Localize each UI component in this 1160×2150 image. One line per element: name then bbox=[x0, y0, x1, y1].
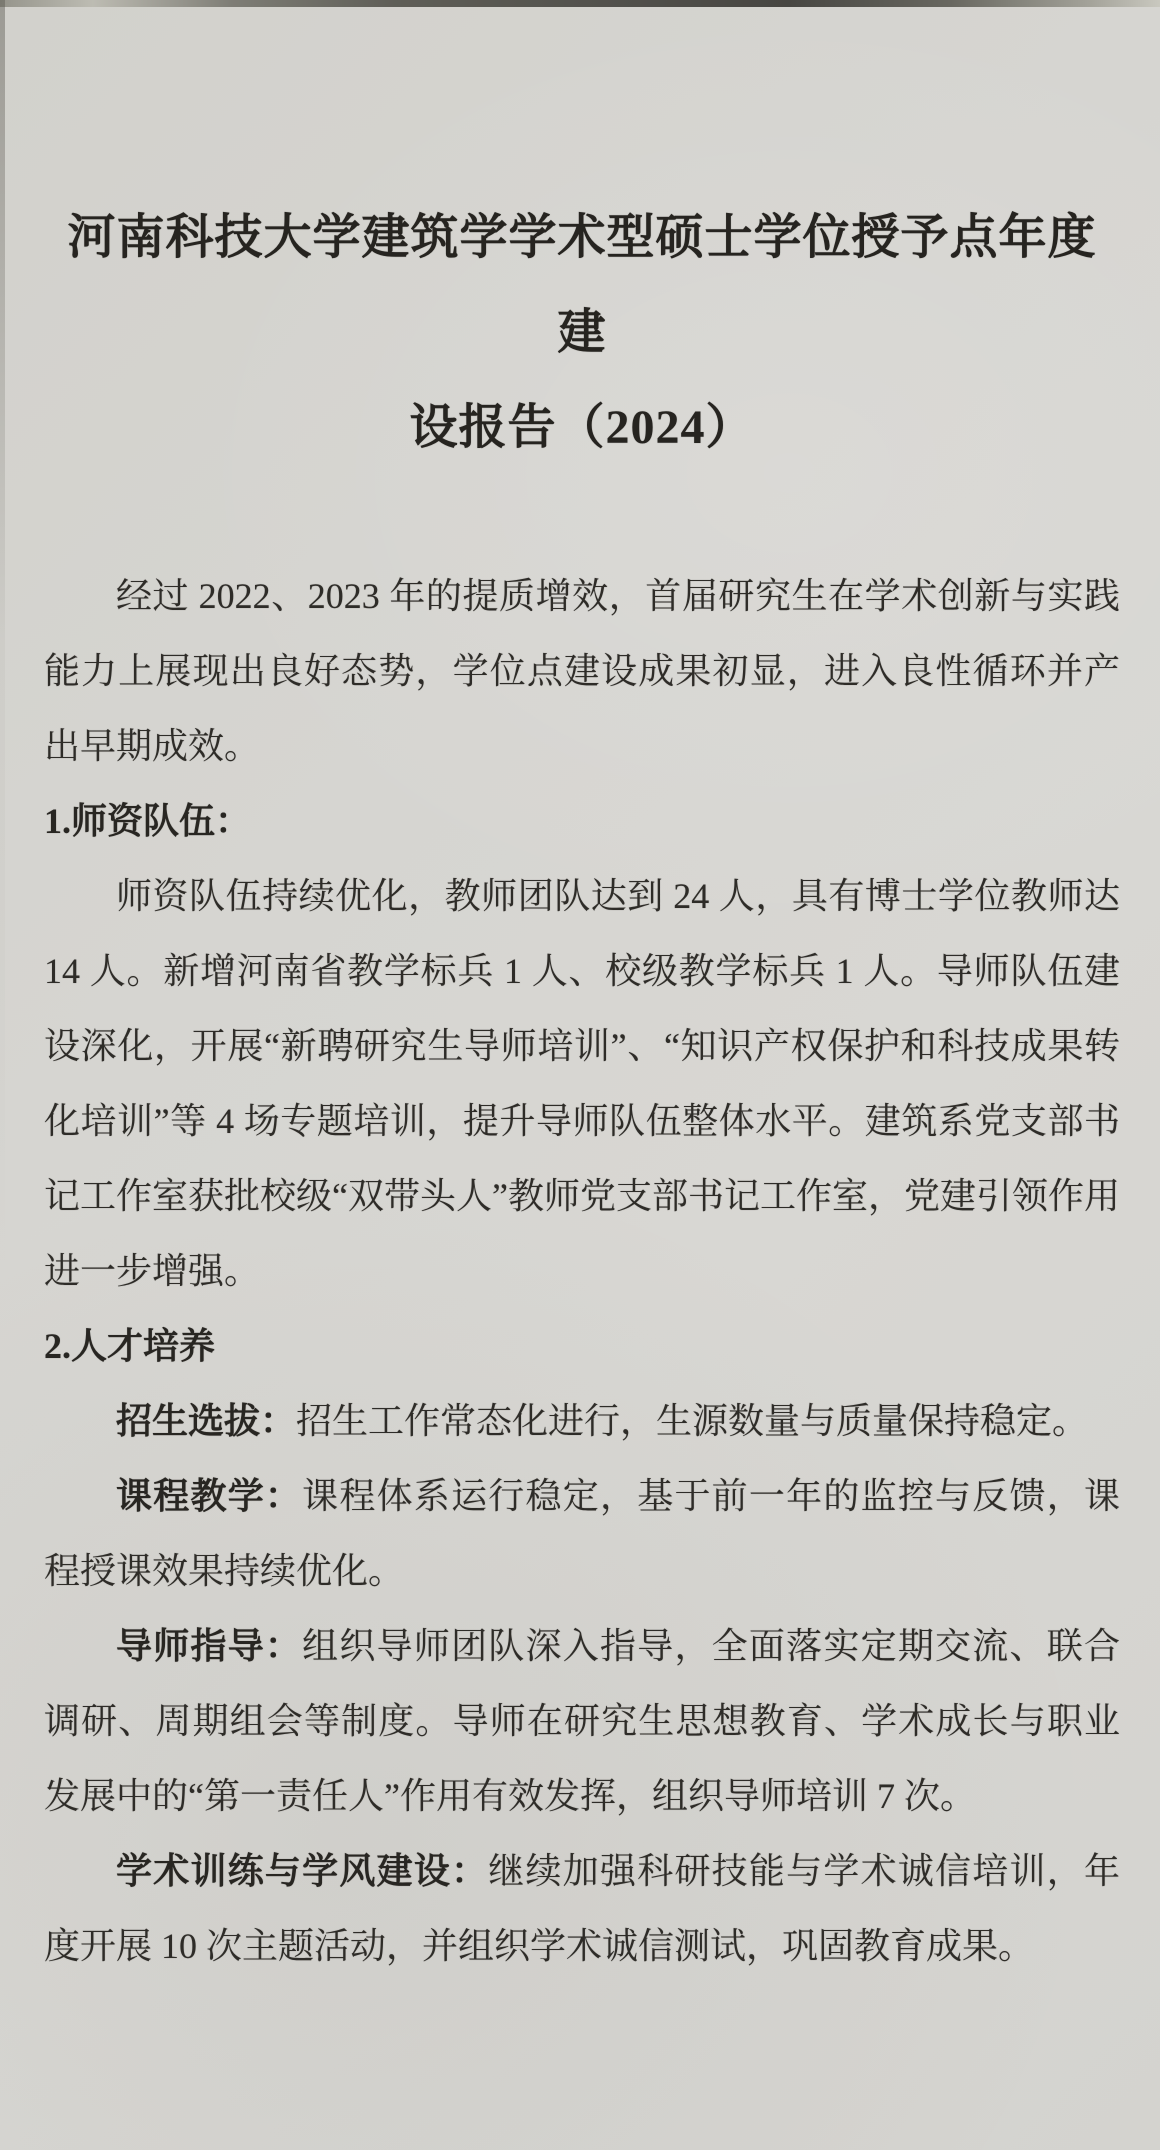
section-1-paragraph: 师资队伍持续优化，教师团队达到 24 人，具有博士学位教师达 14 人。新增河南省教学标兵 1 人、校级教学标兵 1 人。导师队伍建设深化，开展“新聘研究生导师培训”、“知识产权保护和科技成果转化培训”等 4 场专题培训，提升导师队伍整体水平。建筑系党支部书记工作室获批校级“双带头人”教师党支部书记工作室，党建引领作用进一步增强。 bbox=[44, 876, 1120, 1291]
section-2-heading: 2.人才培养 bbox=[44, 1326, 216, 1366]
paragraph-mentoring bbox=[44, 1609, 1120, 1834]
paragraph-teaching-label: 课程教学： bbox=[116, 1476, 303, 1516]
paragraph-teaching-text: 课程体系运行稳定，基于前一年的监控与反馈，课程授课效果持续优化。 bbox=[44, 1476, 1120, 1591]
document-body bbox=[44, 559, 1120, 1984]
paragraph-academic-training-text: 继续加强科研技能与学术诚信培训，年度开展 10 次主题活动，并组织学术诚信测试，巩固教育成果。 bbox=[44, 1851, 1120, 1966]
paragraph-academic-training bbox=[44, 1834, 1120, 1984]
title-line-2: 设报告（2024） bbox=[409, 401, 755, 454]
title-line-1: 河南科技大学建筑学学术型硕士学位授予点年度建 bbox=[67, 211, 1097, 359]
paragraph-mentoring-label: 导师指导： bbox=[116, 1626, 303, 1666]
paragraph-enrollment-label: 招生选拔： bbox=[116, 1401, 297, 1441]
paragraph-teaching bbox=[44, 1459, 1120, 1609]
paragraph-enrollment-text: 招生工作常态化进行，生源数量与质量保持稳定。 bbox=[296, 1401, 1089, 1441]
intro-paragraph: 经过 2022、2023 年的提质增效，首届研究生在学术创新与实践能力上展现出良好态势，学位点建设成果初显，进入良性循环并产出早期成效。 bbox=[44, 576, 1120, 766]
paragraph-mentoring-text: 组织导师团队深入指导，全面落实定期交流、联合调研、周期组会等制度。导师在研究生思想教育、学术成长与职业发展中的“第一责任人”作用有效发挥，组织导师培训 7 次。 bbox=[44, 1626, 1120, 1816]
document-title bbox=[44, 190, 1120, 475]
section-1-heading: 1.师资队伍： bbox=[44, 801, 252, 841]
paragraph-enrollment bbox=[44, 1384, 1120, 1459]
paragraph-academic-training-label: 学术训练与学风建设： bbox=[116, 1851, 489, 1891]
